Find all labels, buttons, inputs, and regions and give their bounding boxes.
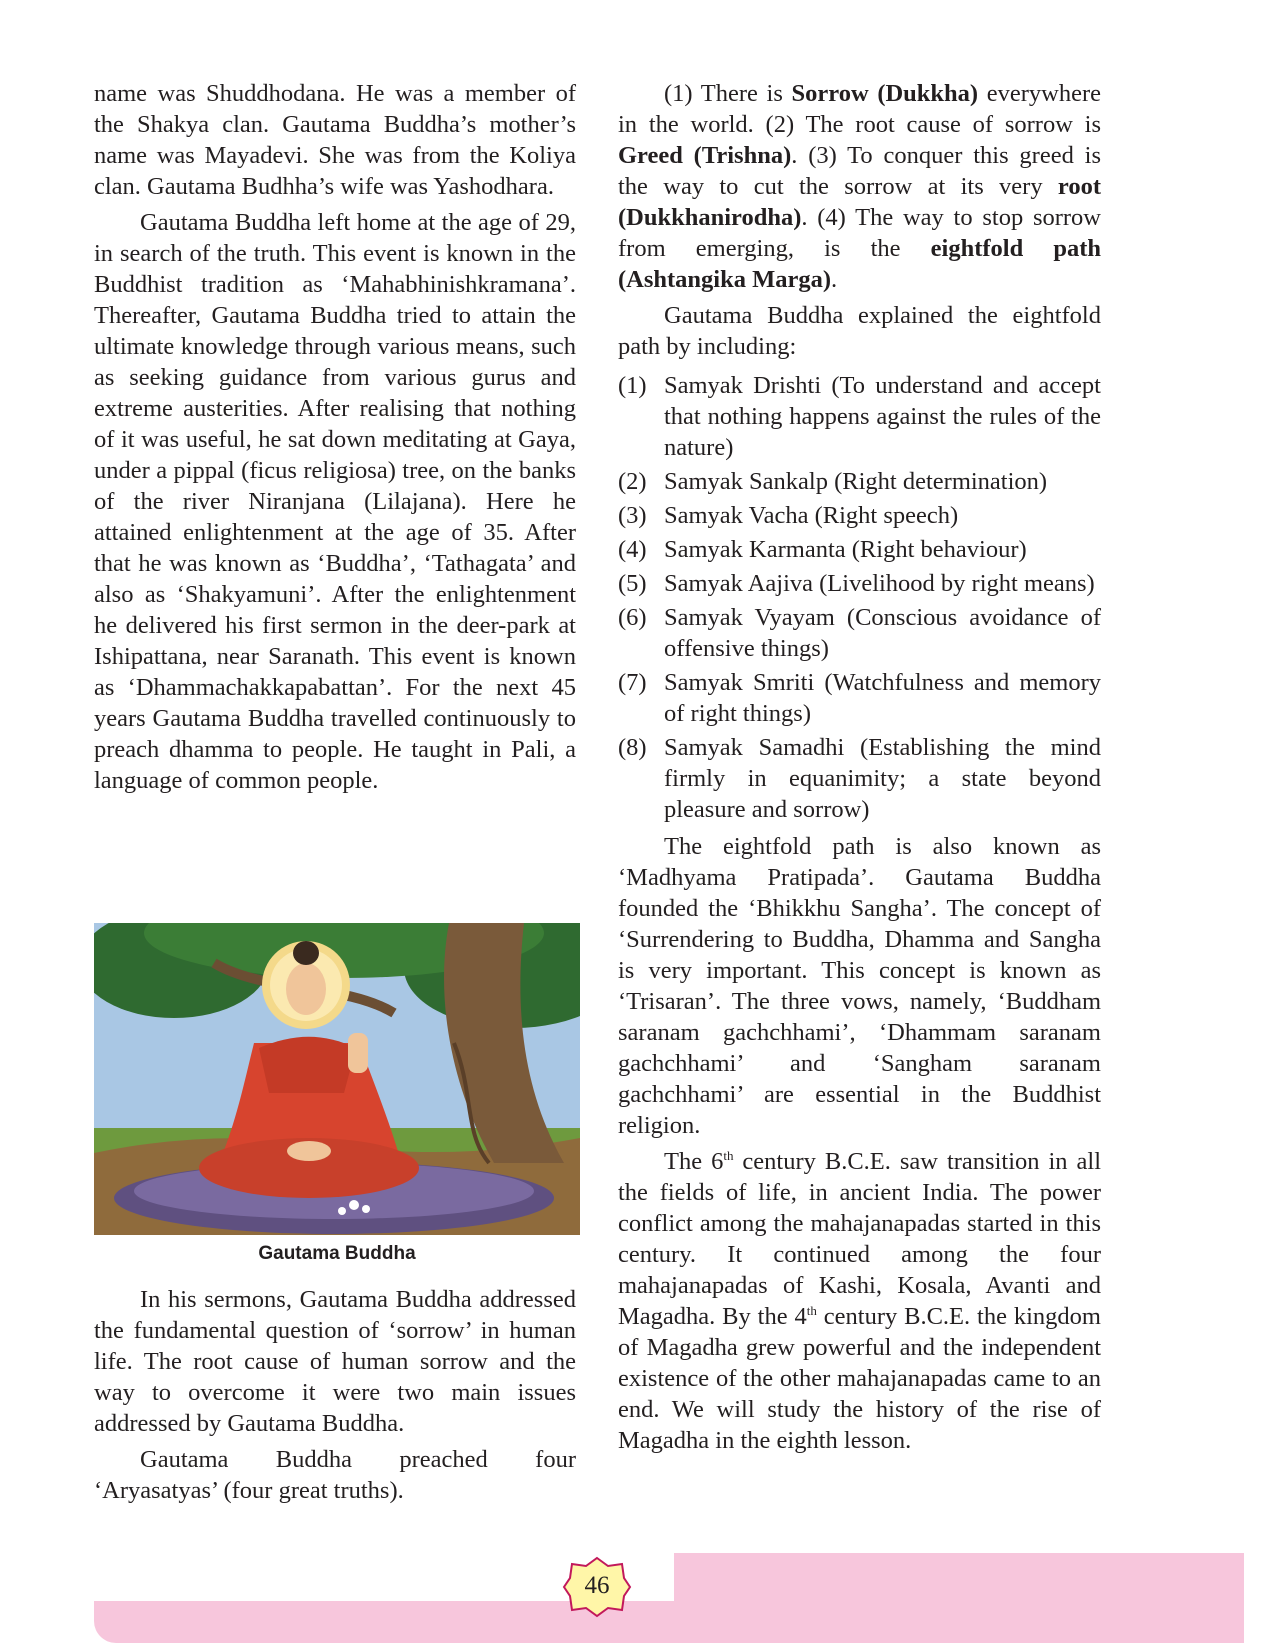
list-text: Samyak Aajiva (Livelihood by right means) (664, 570, 1095, 597)
paragraph-family: name was Shuddhodana. He was a member of the Shakya clan. Gautama Buddha’s mother’s name was Mayadevi. She was from the Koliya clan. Gautama Budhha’s wife was Yashodhara. (94, 80, 576, 200)
list-item (618, 568, 1101, 599)
list-item (618, 667, 1101, 729)
superscript-th: th (806, 1303, 817, 1318)
list-number: (1) (618, 372, 647, 399)
term-greed: Greed (Trishna) (618, 142, 792, 169)
paragraph-sermons: In his sermons, Gautama Buddha addressed the fundamental question of ‘sorrow’ in human life. The root cause of human sorrow and the way to overcome it were two main issues addressed by Gautama Buddha. (94, 1286, 576, 1437)
buddha-illustration (94, 923, 580, 1235)
buddha-meditating-image (94, 923, 580, 1235)
century-text-c: century B.C.E. the kingdom of Magadha grew powerful and the independent existence of the other mahajanapadas came to an end. We will study the history of the rise of Magadha in the eighth lesson. (618, 1303, 1101, 1454)
list-item (618, 370, 1101, 463)
list-text: Samyak Vacha (Right speech) (664, 502, 959, 529)
footer-band (94, 1553, 1244, 1643)
list-number: (2) (618, 468, 647, 495)
list-item (618, 500, 1101, 531)
paragraph-aryasatyas: Gautama Buddha preached four ‘Aryasatyas’ (four great truths). (94, 1446, 576, 1504)
century-text-a: The 6 (664, 1148, 724, 1175)
left-column (94, 78, 576, 801)
page-number: 46 (584, 1572, 610, 1599)
left-column-lower (94, 1284, 576, 1511)
list-item (618, 466, 1101, 497)
list-text: Samyak Drishti (To understand and accept that nothing happens against the rules of the nature) (664, 372, 1101, 461)
list-number: (6) (618, 604, 647, 631)
paragraph-century (618, 1146, 1101, 1456)
list-number: (5) (618, 570, 647, 597)
term-root: root (Dukkhanirodha) (618, 173, 1101, 231)
paragraph-enlightenment: Gautama Buddha left home at the age of 29, in search of the truth. This event is known in the Buddhist tradition as ‘Mahabhinishkramana’. Thereafter, Gautama Buddha tried to attain the ultimate knowledge through various means, such as seeking guidance from various gurus and extreme austerities. After realising that nothing of it was useful, he sat down meditating at Gaya, under a pippal (ficus religiosa) tree, on the banks of the river Niranjana (Lilajana). Here he attained enlightenment at the age of 35. After that he was known as ‘Buddha’, ‘Tathagata’ and also as ‘Shakyamuni’. After the enlightenment he delivered his first sermon in the deer-park at Ishipattana, near Saranath. This event is known as ‘Dhammachakkapabattan’. For the next 45 years Gautama Buddha travelled continuously to preach dhamma to people. He taught in Pali, a language of common people. (94, 209, 576, 794)
list-number: (8) (618, 734, 647, 761)
list-number: (3) (618, 502, 647, 529)
century-text-b: century B.C.E. saw transition in all the fields of life, in ancient India. The power conflict among the mahajanapadas started in this century. It continued among the four mahajanapadas of Kashi, Kosala, Avanti and Magadha. By the 4 (618, 1148, 1101, 1330)
paragraph-path-intro: Gautama Buddha explained the eightfold path by including: (618, 302, 1101, 360)
list-number: (4) (618, 536, 647, 563)
page-number-badge (562, 1556, 632, 1618)
right-column (618, 78, 1101, 1461)
list-number: (7) (618, 669, 647, 696)
truth-text-5: . (831, 266, 838, 293)
list-item (618, 732, 1101, 825)
list-text: Samyak Karmanta (Right behaviour) (664, 536, 1027, 563)
list-text: Samyak Smriti (Watchfulness and memory of right things) (664, 669, 1101, 727)
superscript-th: th (723, 1148, 734, 1163)
list-item (618, 602, 1101, 664)
eightfold-path-list (618, 370, 1101, 825)
truth-text-4: . (4) The way to stop sorrow from emerging, is the (618, 204, 1101, 262)
list-text: Samyak Samadhi (Establishing the mind firmly in equanimity; a state beyond pleasure and sorrow) (664, 734, 1101, 823)
list-text: Samyak Sankalp (Right determination) (664, 468, 1048, 495)
list-text: Samyak Vyayam (Conscious avoidance of offensive things) (664, 604, 1101, 662)
truth-text-1: (1) There is (664, 80, 792, 107)
paragraph-sangha: The eightfold path is also known as ‘Madhyama Pratipada’. Gautama Buddha founded the ‘Bhikkhu Sangha’. The concept of ‘Surrendering to Buddha, Dhamma and Sangha is very important. This concept is known as ‘Trisaran’. The three vows, namely, ‘Buddham saranam gachchhami’, ‘Dhammam saranam gachchhami’ and ‘Sangham saranam gachchhami’ are essential in the Buddhist religion. (618, 833, 1101, 1139)
truth-text-2: everywhere in the world. (2) The root cause of sorrow is (618, 80, 1102, 138)
figure-caption: Gautama Buddha (258, 1243, 416, 1264)
term-eightfold-path: eightfold path (Ashtangika Marga) (618, 235, 1101, 293)
paragraph-four-truths (618, 78, 1101, 295)
term-sorrow: Sorrow (Dukkha) (791, 80, 979, 107)
truth-text-3: . (3) To conquer this greed is the way to cut the sorrow at its very (618, 142, 1102, 200)
list-item (618, 534, 1101, 565)
